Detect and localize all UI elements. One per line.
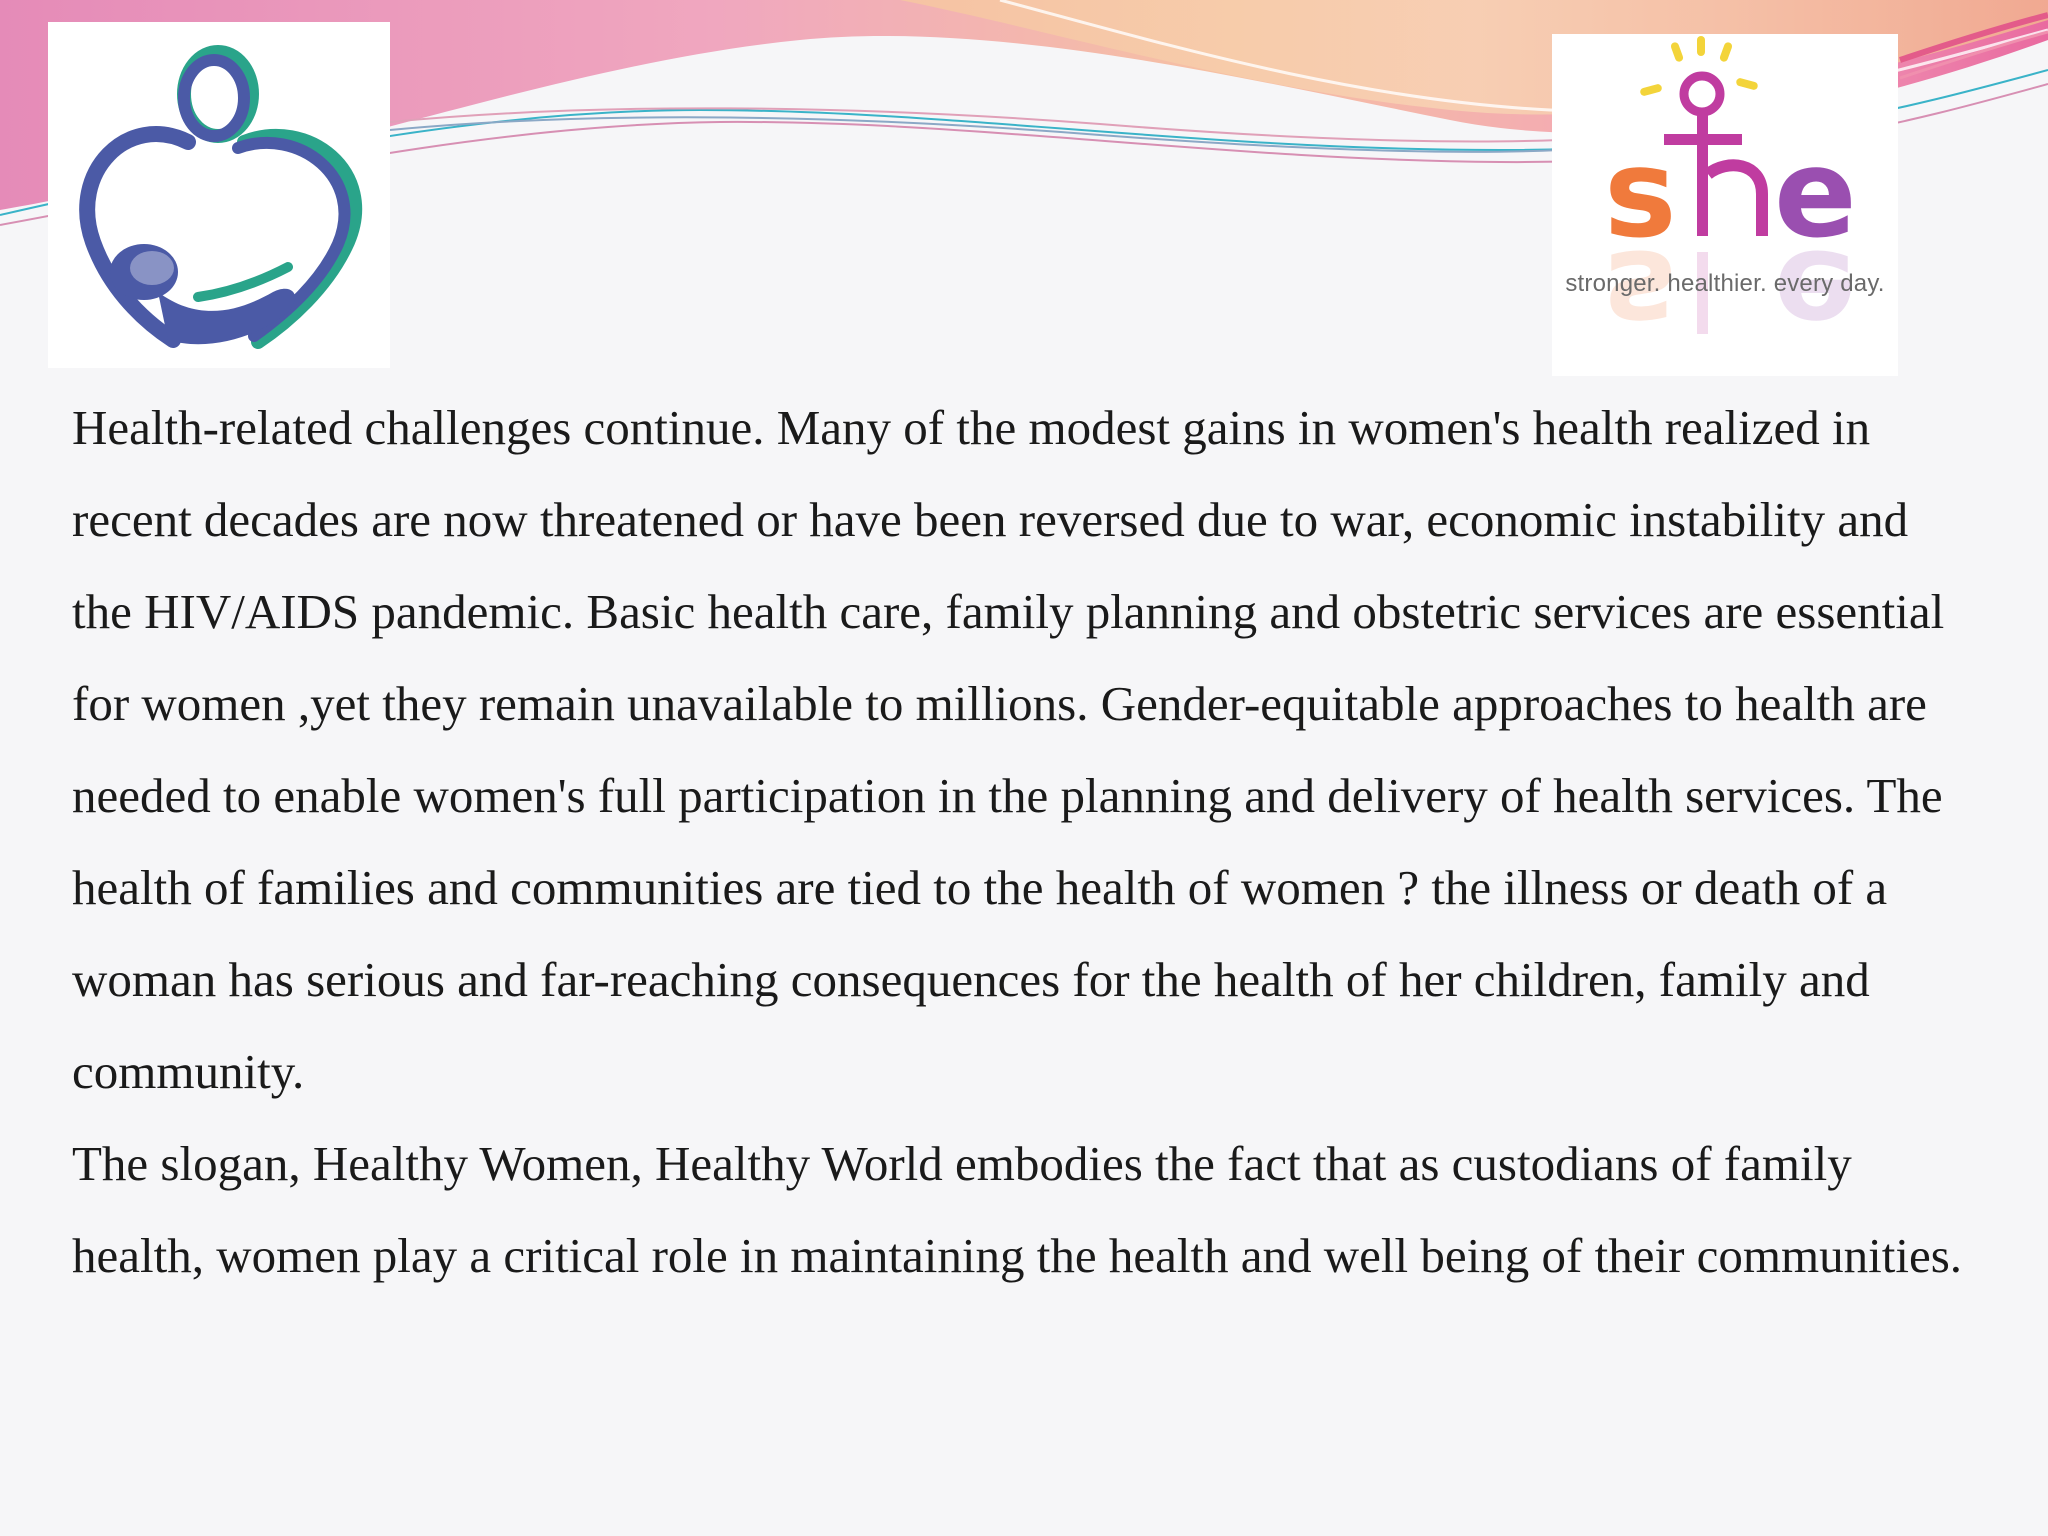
svg-text:s: s bbox=[1604, 123, 1677, 265]
svg-text:s: s bbox=[1604, 223, 1677, 365]
female-symbol-sun-icon bbox=[1552, 34, 1898, 376]
svg-text:e: e bbox=[1774, 123, 1857, 265]
mother-child-logo bbox=[48, 22, 390, 368]
she-tagline: stronger. healthier. every day. bbox=[1565, 270, 1885, 297]
she-logo bbox=[1552, 34, 1898, 376]
body-paragraph-1: Health-related challenges continue. Many of the modest gains in women's health realized in recent decades are now threatened or have been reversed due to war, economic instability and the HIV/AIDS pandemic. Basic health care, family planning and obstetric services are essential for women ,yet they remain unavailable to millions. Gender-equitable approaches to health are needed to enable women's full participation in the planning and delivery of health services. The health of families and communities are tied to the health of women ? the illness or death of a woman has serious and far-reaching consequences for the health of her children, family and community. bbox=[72, 400, 1945, 1099]
body-paragraph-2: The slogan, Healthy Women, Healthy World embodies the fact that as custodians of family health, women play a critical role in maintaining the health and well being of their communities. bbox=[72, 1136, 1963, 1283]
svg-text:e: e bbox=[1774, 223, 1857, 365]
slide-body-text bbox=[72, 382, 1972, 1302]
mother-child-heart-icon bbox=[48, 22, 390, 368]
